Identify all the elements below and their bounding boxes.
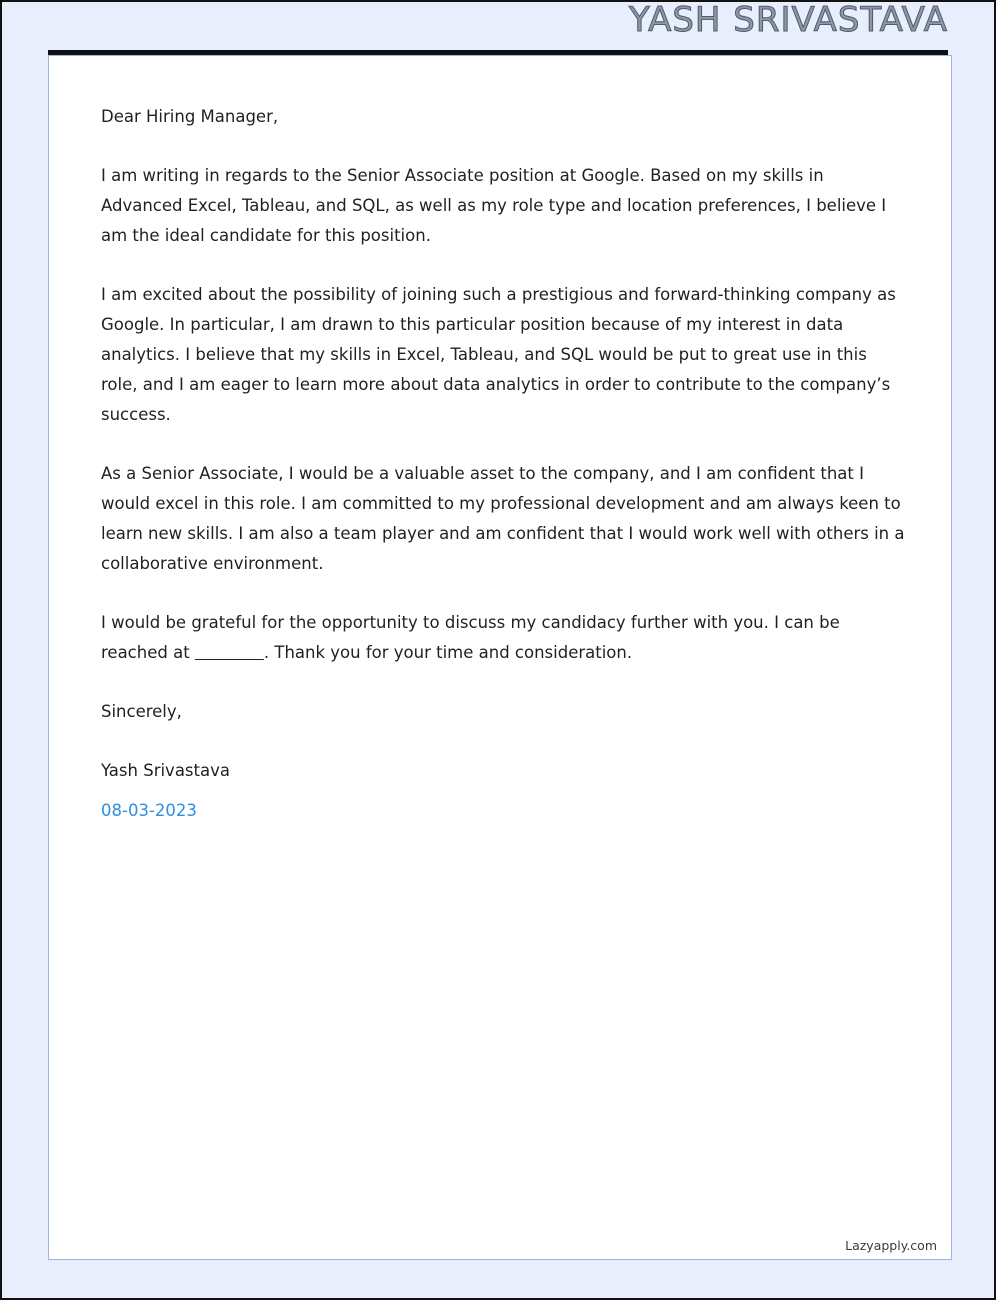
contact-blank-field — [195, 643, 264, 662]
page-title: YASH SRIVASTAVA — [628, 0, 948, 40]
watermark-label: Lazyapply.com — [845, 1238, 937, 1253]
letter-body — [101, 102, 905, 826]
paragraph-3: As a Senior Associate, I would be a valuable asset to the company, and I am confident that I would excel in this role. I am committed to my professional development and am always keen to learn new skills. I am also a team player and am confident that I would work well with others in a collaborative environment. — [101, 464, 905, 573]
paragraph-2: I am excited about the possibility of joining such a prestigious and forward-thinking company as Google. In particular, I am drawn to this particular position because of my interest in data analytics. I believe that my skills in Excel, Tableau, and SQL would be put to great use in this role, and I am eager to learn more about data analytics in order to contribute to the company’s success. — [101, 285, 896, 424]
letter-sheet — [48, 55, 952, 1260]
signer-name: Yash Srivastava — [101, 761, 230, 780]
document-header — [2, 2, 994, 50]
paragraph-1: I am writing in regards to the Senior Associate position at Google. Based on my skills in Advanced Excel, Tableau, and SQL, as well as my role type and location preferences, I believe I am the ideal candidate for this position. — [101, 166, 887, 245]
salutation: Dear Hiring Manager, — [101, 107, 279, 126]
paragraph-4 — [101, 608, 905, 668]
paragraph-4-text-before: I would be grateful for the opportunity to discuss my candidacy further with you. I can be reached at — [101, 613, 840, 662]
paragraph-4-text-after: . Thank you for your time and consideration. — [263, 643, 633, 662]
sign-off: Sincerely, — [101, 702, 182, 721]
letter-date: 08-03-2023 — [101, 801, 197, 820]
